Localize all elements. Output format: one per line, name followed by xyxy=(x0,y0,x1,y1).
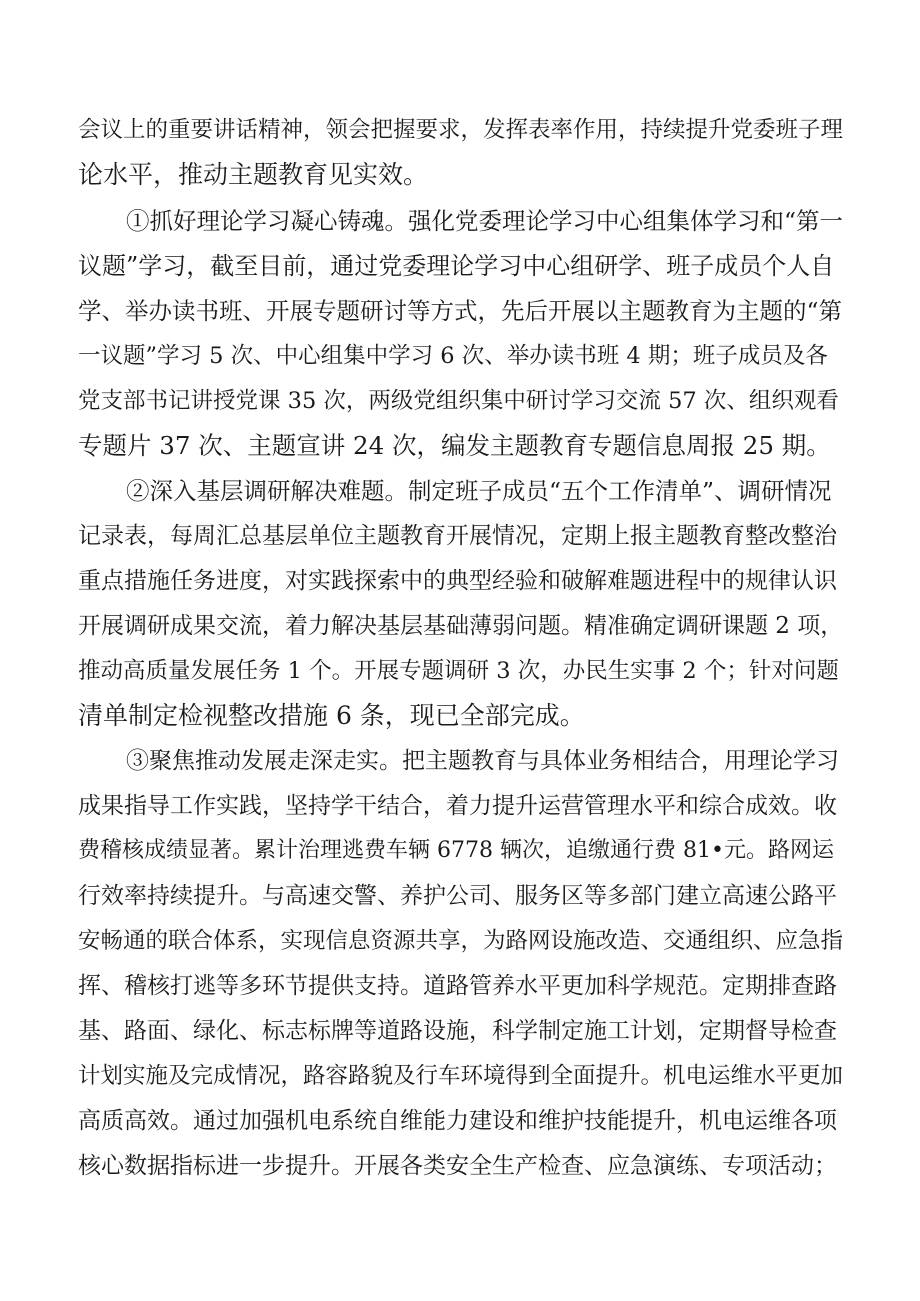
paragraph-4-line-10: 核心数据指标进一步提升。开展各类安全生产检查、应急演练、专项活动； xyxy=(78,1153,837,1179)
paragraph-3-line-4: 开展调研成果交流，着力解决基层基础薄弱问题。精准确定调研课题 2 项， xyxy=(78,613,844,639)
paragraph-2-line-3: 学、举办读书班、开展专题研讨等方式，先后开展以主题教育为主题的“第 xyxy=(78,297,843,325)
paragraph-4-line-1: ③聚焦推动发展走深走实。把主题教育与具体业务相结合，用理论学习 xyxy=(126,748,839,774)
paragraph-1-line-1: 会议上的重要讲话精神，领会把握要求，发挥表率作用，持续提升党委班子理 xyxy=(78,117,844,143)
paragraph-4-line-8: 计划实施及完成情况，路容路貌及行车环境得到全面提升。机电运维水平更加 xyxy=(78,1063,844,1089)
paragraph-4-line-4: 行效率持续提升。与高速交警、养护公司、服务区等多部门建立高速公路平 xyxy=(78,883,837,909)
paragraph-2-line-6: 专题片 37 次、主题宣讲 24 次，编发主题教育专题信息周报 25 期。 xyxy=(78,431,831,460)
paragraph-4-line-3: 费稽核成绩显著。累计治理逃费车辆 6778 辆次，追缴通行费 81•元。路网运 xyxy=(78,838,834,863)
paragraph-3-line-5: 推动高质量发展任务 1 个。开展专题调研 3 次，办民生实事 2 个；针对问题 xyxy=(78,658,839,684)
paragraph-2-line-1: ①抓好理论学习凝心铸魂。强化党委理论学习中心组集体学习和“第一 xyxy=(126,207,844,235)
paragraph-3-line-2: 记录表，每周汇总基层单位主题教育开展情况，定期上报主题教育整改整治 xyxy=(78,523,837,549)
paragraph-3-line-1: ②深入基层调研解决难题。制定班子成员“五个工作清单”、调研情况 xyxy=(126,477,832,505)
paragraph-3-line-3: 重点措施任务进度，对实践探索中的典型经验和破解难题进程中的规律认识 xyxy=(78,568,837,594)
paragraph-3-line-6: 清单制定检视整改措施 6 条，现已全部完成。 xyxy=(78,701,585,730)
paragraph-2-line-5: 党支部书记讲授党课 35 次，两级党组织集中研讨学习交流 57 次、组织观看 xyxy=(78,388,839,414)
paragraph-4-line-7: 基、路面、绿化、标志标牌等道路设施，科学制定施工计划，定期督导检查 xyxy=(78,1018,837,1044)
paragraph-2-line-2: 议题”学习，截至目前，通过党委理论学习中心组研学、班子成员个人自 xyxy=(78,252,835,280)
paragraph-4-line-9: 高质高效。通过加强机电系统自维能力建设和维护技能提升，机电运维各项 xyxy=(78,1108,837,1134)
paragraph-2-line-4: 一议题”学习 5 次、中心组集中学习 6 次、举办读书班 4 期；班子成员及各 xyxy=(78,343,828,369)
paragraph-1-line-2: 论水平，推动主题教育见实效。 xyxy=(78,160,429,189)
paragraph-4-line-6: 挥、稽核打逃等多环节提供支持。道路管养水平更加科学规范。定期排查路 xyxy=(78,973,837,999)
paragraph-4-line-2: 成果指导工作实践，坚持学干结合，着力提升运营管理水平和综合成效。收 xyxy=(78,793,837,819)
paragraph-4-line-5: 安畅通的联合体系，实现信息资源共享，为路网设施改造、交通组织、应急指 xyxy=(78,928,844,954)
